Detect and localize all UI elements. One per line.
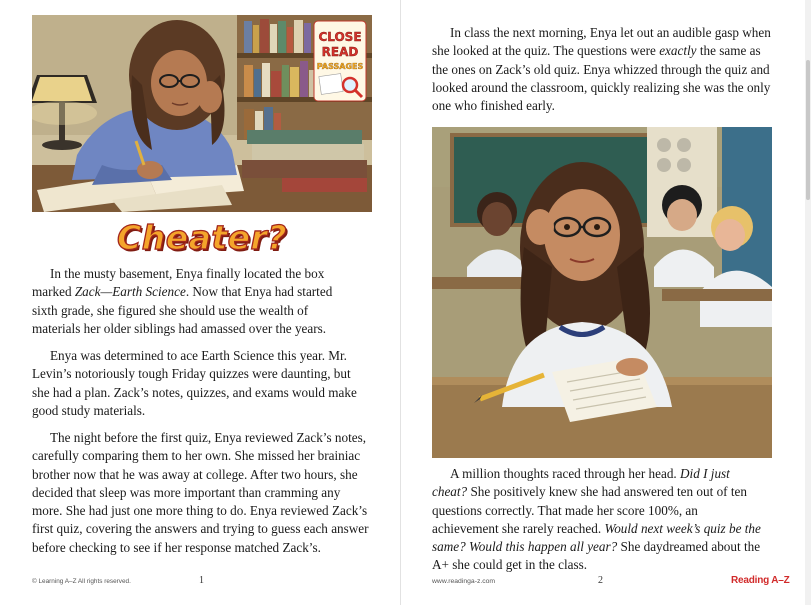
illustration-classroom <box>432 127 772 458</box>
brand-logo: Reading A–Z <box>731 575 790 586</box>
badge-passages-text: PASSAGES <box>316 62 364 71</box>
page-number-2: 2 <box>598 575 603 586</box>
page-number-1: 1 <box>199 575 204 586</box>
paragraph-1: In the musty basement, Enya finally located the box marked Zack—Earth Science. Now that Enya had started sixth grade, she figured she should use the wealth of materials her older siblings had amassed over the years. <box>32 266 333 336</box>
illustration-girl-studying <box>32 15 372 212</box>
badge-close-text: CLOSE <box>318 30 362 44</box>
badge-read-text: READ <box>321 45 359 59</box>
copyright-notice: © Learning A–Z All rights reserved. <box>32 578 131 585</box>
website-url[interactable]: www.readinga-z.com <box>432 578 496 585</box>
scrollbar-thumb[interactable] <box>806 60 810 200</box>
paragraph-2: Enya was determined to ace Earth Science this year. Mr. Levin’s notoriously tough Friday quizzes were daunting, but she had a plan. Zack’s notes, quizzes, and exams would make good study materials. <box>32 348 357 418</box>
story-title: Cheater? <box>117 218 287 257</box>
paragraph-4: In class the next morning, Enya let out an audible gasp when she looked at the quiz. The questions were exactly the same as the ones on Zack’s old quiz. Enya whizzed through the quiz and looked around the classroom, quickly realizing she was the only one who finished early. <box>432 25 771 114</box>
scrollbar[interactable] <box>805 0 811 605</box>
paragraph-5: A million thoughts raced through her head. Did I just cheat? She positively knew she had answered ten out of ten questions correctly. That made her score 100%, an achievement she rarely reached. Would next week’s quiz be the same? Would this happen all year? She daydreamed about the A+ she could get in the class. <box>432 466 761 573</box>
magnifier-icon <box>343 78 357 92</box>
paragraph-3: The night before the first quiz, Enya reviewed Zack’s notes, carefully comparing them to her own. She missed her brainiac brother now that he was away at college. After two hours, she decided that sleep was more important than cramming any more. She had just one more thing to do. Enya reviewed Zack’s first quiz, covering the answers and trying to guess each answer before checking to see if her response matched Zack’s. <box>32 430 369 555</box>
page-gutter <box>400 0 401 605</box>
